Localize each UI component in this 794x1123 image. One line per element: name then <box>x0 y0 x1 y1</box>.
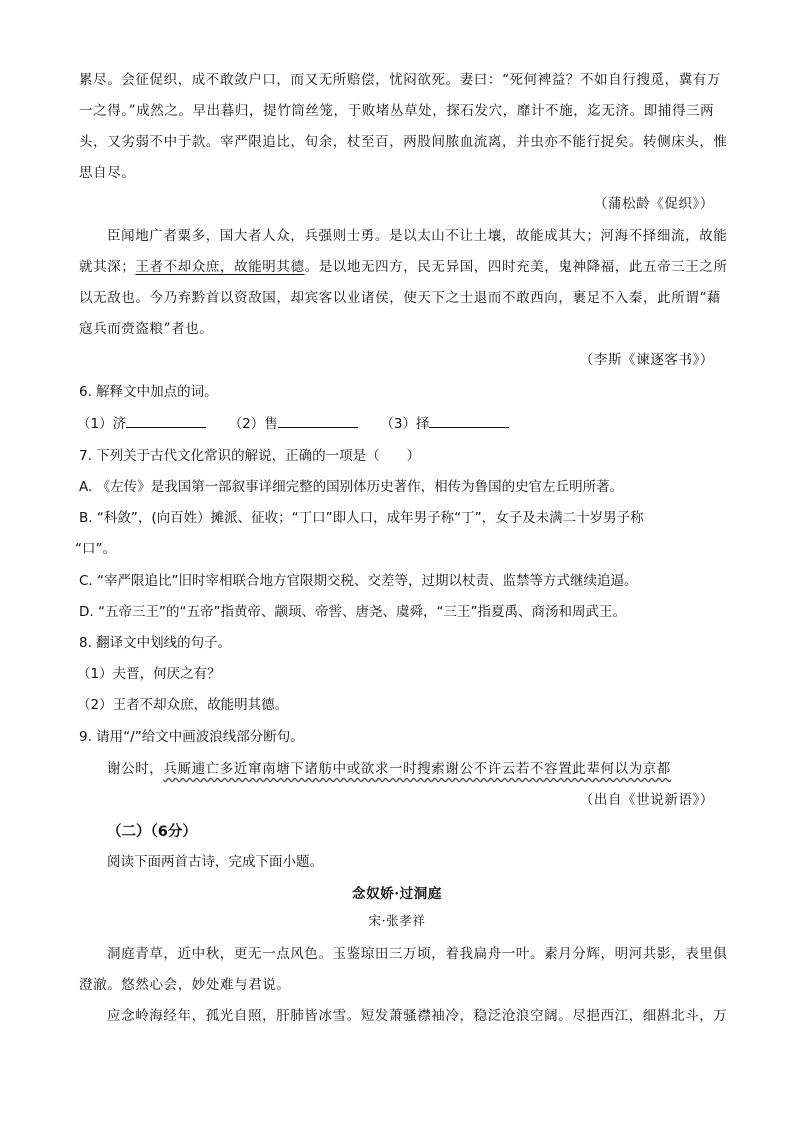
q7-title: 7. 下列关于古代文化常识的解说，正确的一项是（ ） <box>79 448 421 464</box>
q9-wavy-text: 兵厮逋亡多近窜南塘下诸舫中或欲求一时搜索谢公不许云若不容置此辈何以为京都 <box>163 761 672 777</box>
q6-answer-2-blank[interactable] <box>278 413 358 428</box>
q8-title: 8. 翻译文中划线的句子。 <box>79 635 232 651</box>
poem-title: 念奴娇·过洞庭 <box>352 886 442 902</box>
poem-author: 宋·张孝祥 <box>368 913 426 928</box>
q6-item-3-label: （3）择 <box>380 416 430 432</box>
passage2-source: （李斯《谏逐客书》） <box>579 352 714 368</box>
q9-passage <box>107 757 671 777</box>
passage2-line-4: 寇兵而赍盗粮”者也。 <box>79 321 214 337</box>
q8-sentence-1: （1）夫晋，何厌之有？ <box>77 666 221 682</box>
q6-answer-1-blank[interactable] <box>126 413 206 428</box>
poem-line-3: 应念岭海经年，孤光自照，肝肺皆冰雪。短发萧骚襟袖冷，稳泛沧浪空阔。尽挹西江，细斟北斗，万 <box>107 1008 728 1024</box>
passage1-line-2: 一之得。”成然之。早出暮归，提竹筒丝笼，于败堵丛草处，探石发穴，靡计不施，迄无济。即捕得三两 <box>79 103 715 119</box>
q7-option-c: C. “宰严限追比”旧时宰相联合地方官限期交税、交差等，过期以杖责、监禁等方式继续追逼。 <box>79 573 638 589</box>
q7-option-b-line-1: B. “科敛”，(向百姓）摊派、征收；“丁口”即人口，成年男子称“丁”，女子及未满二十岁男子称 <box>79 510 644 526</box>
section2-intro: 阅读下面两首古诗，完成下面小题。 <box>107 854 323 870</box>
passage1-line-4: 思自尽。 <box>79 165 136 181</box>
passage2-line-3: 以无敌也。今乃弃黔首以资敌国，却宾客以业诸侯，使天下之士退而不敢西向，裹足不入秦，此所谓“藉 <box>79 290 721 306</box>
q7-option-b-line-2: “口”。 <box>75 541 116 557</box>
q6-item-2-label: （2）售 <box>228 416 278 432</box>
underlined-sentence: 王者不却众庶，故能明其德 <box>135 259 305 275</box>
q9-source: （出自《世说新语》） <box>579 792 714 808</box>
passage2-line-2 <box>79 255 728 275</box>
passage1-source: （蒲松龄《促织》） <box>593 196 714 212</box>
q6-items <box>77 412 509 432</box>
q7-option-d: D. “五帝三王”的“五帝”指黄帝、颛顼、帝喾、唐尧、虞舜，“三王”指夏禹、商汤和周武王。 <box>79 604 626 620</box>
q6-item-1-label: （1）济 <box>77 416 127 432</box>
passage1-line-3: 头，又劣弱不中于款。宰严限追比，旬余，杖至百，两股间脓血流离，并虫亦不能行捉矣。转侧床头，惟 <box>79 134 728 150</box>
q8-sentence-2: （2）王者不却众庶，故能明其德。 <box>77 697 289 713</box>
passage2-line-2-post: 。是以地无四方，民无异国，四时充美，鬼神降福，此五帝三王之所 <box>304 259 728 275</box>
q6-answer-3-blank[interactable] <box>429 413 509 428</box>
passage2-line-1: 臣闻地广者粟多，国大者人众，兵强则士勇。是以太山不让土壤，故能成其大；河海不择细流，故能 <box>107 228 728 244</box>
q9-title: 9. 请用“/”给文中画波浪线部分断句。 <box>79 729 304 745</box>
q6-title: 6. 解释文中加点的词。 <box>79 384 218 400</box>
poem-line-2: 澄澈。悠然心会，妙处难与君说。 <box>79 977 291 993</box>
q9-passage-prefix: 谢公时， <box>107 761 164 777</box>
passage1-line-1: 累尽。会征促织，成不敢敛户口，而又无所赔偿，忧闷欲死。妻曰：“死何裨益？不如自行搜觅，冀有万 <box>79 72 721 88</box>
passage2-line-2-pre: 就其深； <box>79 259 136 275</box>
poem-line-1: 洞庭青草，近中秋，更无一点风色。玉鉴琼田三万顷，着我扁舟一叶。素月分辉，明河共影，表里俱 <box>107 946 728 962</box>
section2-heading: （二）（6分） <box>107 824 197 840</box>
q7-option-a: A. 《左传》是我国第一部叙事详细完整的国别体历史著作，相传为鲁国的史官左丘明所著。 <box>79 479 624 495</box>
